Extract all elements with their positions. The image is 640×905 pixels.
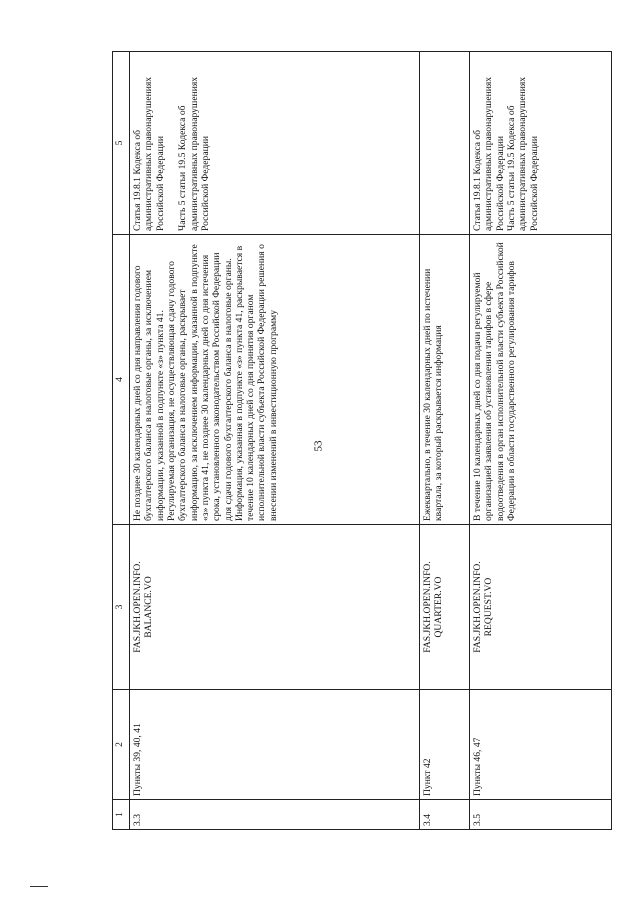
table-header-row: [113, 52, 130, 830]
row-number: 3.5: [470, 800, 612, 830]
row-code: FAS.JKH.OPEN.INFO. QUARTER.VO: [420, 525, 470, 690]
table-container: [112, 52, 612, 830]
header-cell-1: 1: [113, 800, 130, 830]
rotated-table-frame: [112, 52, 612, 830]
row-code: FAS.JKH.OPEN.INFO. REQUEST.VO: [470, 525, 612, 690]
row-description: Ежеквартально, в течение 30 календарных дней по истечении квартала, за который раскрывается информация: [420, 235, 470, 525]
table-row: [420, 52, 470, 830]
disclosure-table: [112, 51, 612, 830]
row-law: Статья 19.8.1 Кодекса об административных правонарушениях Российской Федерации Часть 5 статьи 19.5 Кодекса об административных правонарушениях Российской Федерации: [130, 52, 420, 235]
scan-mark: [30, 886, 48, 887]
table-row: [470, 52, 612, 830]
row-number: 3.4: [420, 800, 470, 830]
row-points: Пункты 46, 47: [470, 690, 612, 800]
row-law: [420, 52, 470, 235]
header-cell-5: 5: [113, 52, 130, 235]
row-number: 3.3: [130, 800, 420, 830]
row-code: FAS.JKH.OPEN.INFO. BALANCE.VO: [130, 525, 420, 690]
row-points: Пункт 42: [420, 690, 470, 800]
row-points: Пункты 39, 40, 41: [130, 690, 420, 800]
row-description: В течение 10 календарных дней со дня подачи регулируемой организацией заявления об установлении тарифов в сфере водоотведения в орган исполнительной власти субъекта Российской Федерации в области государственного регулирования тарифов: [470, 235, 612, 525]
header-cell-3: 3: [113, 525, 130, 690]
row-law: Статья 19.8.1 Кодекса об административных правонарушениях Российской Федерации Часть 5 статьи 19.5 Кодекса об административных правонарушениях Российской Федерации: [470, 52, 612, 235]
table-row: [130, 52, 420, 830]
header-cell-2: 2: [113, 690, 130, 800]
page-number: 53: [312, 440, 325, 452]
header-cell-4: 4: [113, 235, 130, 525]
row-description: Не позднее 30 календарных дней со дня направления годового бухгалтерского баланса в налоговые органы, за исключением информации, указанной в подпункте «з» пункта 41. Регулируемая организация, не осуществляющая сдачу годового бухгалтерского баланса в налоговые органы, раскрывает информацию, за исключением информации, указанной в подпункте «з» пункта 41, не позднее 30 календарных дней со дня истечения срока, установленного законодательством Российской Федерации для сдачи годового бухгалтерского баланса в налоговые органы. Информация, указанная в подпункте «з» пункта 41, раскрывается в течение 10 календарных дней со дня принятия органом исполнительной власти субъекта Российской Федерации решения о внесении изменений в инвестиционную программу: [130, 235, 420, 525]
